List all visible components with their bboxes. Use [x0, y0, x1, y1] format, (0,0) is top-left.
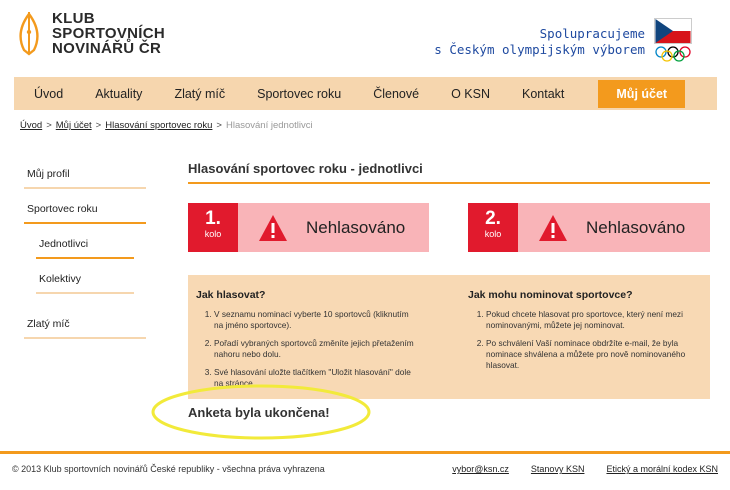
round-label: kolo — [484, 229, 502, 239]
warning-icon — [258, 214, 288, 242]
round-2-badge — [468, 203, 518, 252]
sidebar-item-zlaty-mic[interactable]: Zlatý míč — [24, 312, 146, 339]
cooperation-text — [434, 26, 645, 58]
how-to-vote-title: Jak hlasovat? — [196, 289, 266, 301]
sidebar — [24, 162, 146, 347]
round-label: kolo — [204, 229, 222, 239]
round-1-badge — [188, 203, 238, 252]
logo-line: NOVINÁŘŮ ČR — [52, 39, 162, 57]
sidebar-subitem-kolektivy[interactable]: Kolektivy — [36, 267, 134, 294]
sidebar-spacer — [24, 302, 146, 312]
nav-item-uvod[interactable]: Úvod — [34, 86, 64, 101]
footer-link-stanovy[interactable]: Stanovy KSN — [530, 464, 585, 474]
round-1-status — [188, 203, 429, 252]
site-footer — [12, 464, 718, 474]
how-to-nominate-title: Jak mohu nominovat sportovce? — [468, 289, 633, 301]
nav-item-muj-ucet[interactable]: Můj účet — [598, 80, 685, 108]
site-logo[interactable] — [16, 10, 165, 56]
logo-line: KLUB — [52, 9, 95, 27]
sidebar-subitem-jednotlivci[interactable]: Jednotlivci — [36, 232, 134, 259]
breadcrumb-current: Hlasování jednotlivci — [225, 120, 313, 131]
list-item: 3. Své hlasování uložte tlačítkem "Uložit hlasování" dole na stránce. — [214, 367, 416, 389]
sidebar-item-sportovec-roku[interactable]: Sportovec roku — [24, 197, 146, 224]
breadcrumb-link-uvod[interactable]: Úvod — [20, 120, 43, 131]
how-to-nominate — [468, 289, 698, 378]
nav-item-kontakt[interactable]: Kontakt — [522, 86, 565, 101]
pen-nib-icon — [16, 10, 42, 56]
round-1-status-text: Nehlasováno — [306, 217, 406, 237]
breadcrumb-separator: > — [95, 120, 102, 131]
nav-item-sportovec-roku[interactable]: Sportovec roku — [257, 86, 342, 101]
list-item: 2. Pořadí vybraných sportovců změníte jejich přetažením nahoru nebo dolu. — [214, 338, 416, 360]
nav-item-o-ksn[interactable]: O KSN — [451, 86, 490, 101]
nav-item-zlaty-mic[interactable]: Zlatý míč — [174, 86, 226, 101]
nav-item-aktuality[interactable]: Aktuality — [95, 86, 143, 101]
breadcrumb-separator: > — [216, 120, 222, 131]
list-item: 1. Pokud chcete hlasovat pro sportovce, který není mezi nominovanými, můžete jej nominovat. — [486, 309, 698, 331]
breadcrumb-separator: > — [46, 120, 52, 131]
list-item: 2. Po schválení Vaší nominace obdržíte e-mail, že byla nominace shválena a můžete pro nově nominovaného hlasovat. — [486, 338, 698, 371]
breadcrumb-link-muj-ucet[interactable]: Můj účet — [55, 120, 92, 131]
round-2-status-text: Nehlasováno — [586, 217, 686, 237]
poll-closed-message: Anketa byla ukončena! — [188, 405, 330, 420]
logo-text — [52, 11, 165, 56]
round-number: 1. — [205, 208, 221, 229]
nav-item-clenove[interactable]: Členové — [373, 86, 420, 101]
breadcrumb — [20, 120, 313, 131]
footer-link-kodex[interactable]: Etický a morální kodex KSN — [606, 464, 718, 474]
coop-line-2: s Českým olympijským výborem — [434, 42, 645, 57]
page-title: Hlasování sportovec roku - jednotlivci — [188, 161, 710, 184]
czech-flag-icon — [654, 18, 692, 44]
list-item: 1. V seznamu nominací vyberte 10 sportovců (kliknutím na jméno sportovce). — [214, 309, 416, 331]
olympic-rings-icon — [654, 46, 692, 62]
info-box — [188, 275, 710, 399]
coop-line-1: Spolupracujeme — [539, 26, 645, 41]
round-number: 2. — [485, 208, 501, 229]
how-to-nominate-steps — [468, 309, 698, 371]
footer-link-email[interactable]: vybor@ksn.cz — [452, 464, 509, 474]
sidebar-item-muj-profil[interactable]: Můj profil — [24, 162, 146, 189]
main-nav — [14, 77, 717, 110]
breadcrumb-link-hlasovani[interactable]: Hlasování sportovec roku — [105, 120, 213, 131]
footer-copyright: © 2013 Klub sportovních novinářů České republiky - všechna práva vyhrazena — [12, 464, 325, 474]
warning-icon — [538, 214, 568, 242]
site-header — [0, 0, 730, 72]
how-to-vote-steps — [196, 309, 416, 389]
logo-line: SPORTOVNÍCH — [52, 24, 166, 42]
footer-links — [452, 464, 718, 474]
round-2-status — [468, 203, 710, 252]
how-to-vote — [196, 289, 416, 396]
footer-divider — [0, 451, 730, 454]
